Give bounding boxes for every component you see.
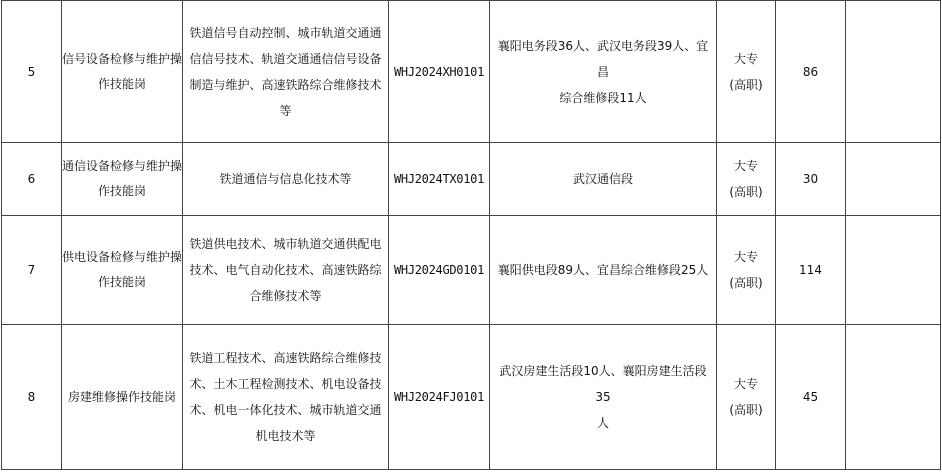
major-line: 信信号技术、轨道交通通信信号设备 [189, 51, 382, 66]
education-level [717, 325, 776, 470]
row-index: 7 [2, 216, 62, 325]
hire-count: 45 [776, 325, 846, 470]
work-unit [490, 1, 717, 143]
post-line: 房建维修操作技能岗 [67, 389, 176, 404]
major-line: 铁道信号自动控制、城市轨道交通通 [189, 25, 382, 40]
post-line: 通信设备检修与维护操 [62, 159, 183, 173]
remarks-cell [846, 143, 941, 216]
unit-line: 襄阳供电段89人、宜昌综合维修段25人 [497, 263, 709, 277]
row-index: 5 [2, 1, 62, 143]
remarks-cell [846, 325, 941, 470]
table-row [2, 1, 941, 143]
major-line: 铁道工程技术、高速铁路综合维修技 [189, 351, 382, 365]
hire-count: 30 [776, 143, 846, 216]
work-unit [490, 216, 717, 325]
post-name [62, 325, 183, 470]
table-row [2, 216, 941, 325]
major-line: 机电技术等 [255, 429, 316, 443]
hire-count: 86 [776, 1, 846, 143]
major-line: 术、土木工程检测技术、机电设备技 [189, 377, 382, 391]
post-code: WHJ2024FJ0101 [389, 325, 490, 470]
unit-line: 综合维修段11人 [559, 90, 647, 105]
edu-line: (高职) [729, 185, 763, 199]
post-line: 作技能岗 [97, 76, 146, 91]
post-line: 供电设备检修与维护操 [62, 250, 183, 264]
row-index: 8 [2, 325, 62, 470]
major-line: 铁道供电技术、城市轨道交通供配电 [189, 237, 382, 251]
major-line: 合维修技术等 [249, 289, 322, 303]
major-requirement [183, 143, 389, 216]
unit-line: 武汉房建生活段10人、襄阳房建生活段35 [499, 364, 707, 404]
edu-line: 大专 [733, 159, 758, 173]
edu-line: (高职) [729, 77, 763, 92]
edu-line: 大专 [733, 51, 758, 66]
major-line: 铁道通信与信息化技术等 [219, 172, 352, 186]
post-name [62, 143, 183, 216]
table-row [2, 325, 941, 470]
edu-line: 大专 [733, 250, 758, 264]
major-line: 制造与维护、高速铁路综合维修技术 [189, 77, 382, 92]
hire-count: 114 [776, 216, 846, 325]
edu-line: (高职) [729, 276, 763, 290]
post-name [62, 1, 183, 143]
table-row [2, 143, 941, 216]
post-name [62, 216, 183, 325]
post-code: WHJ2024XH0101 [389, 1, 490, 143]
unit-line: 人 [596, 416, 609, 430]
major-line: 等 [279, 103, 292, 118]
edu-line: (高职) [729, 403, 763, 417]
major-line: 术、机电一体化技术、城市轨道交通 [189, 403, 382, 417]
major-line: 技术、电气自动化技术、高速铁路综 [189, 263, 382, 277]
post-line: 作技能岗 [97, 275, 146, 289]
work-unit [490, 325, 717, 470]
remarks-cell [846, 216, 941, 325]
education-level [717, 143, 776, 216]
post-line: 作技能岗 [97, 184, 146, 198]
education-level [717, 216, 776, 325]
edu-line: 大专 [733, 377, 758, 391]
major-requirement [183, 325, 389, 470]
post-line: 信号设备检修与维护操 [62, 51, 183, 66]
education-level [717, 1, 776, 143]
unit-line: 襄阳电务段36人、武汉电务段39人、宜昌 [497, 38, 709, 79]
major-requirement [183, 216, 389, 325]
post-code: WHJ2024GD0101 [389, 216, 490, 325]
major-requirement [183, 1, 389, 143]
remarks-cell [846, 1, 941, 143]
row-index: 6 [2, 143, 62, 216]
post-code: WHJ2024TX0101 [389, 143, 490, 216]
unit-line: 武汉通信段 [572, 172, 633, 186]
recruitment-table [1, 0, 941, 470]
work-unit [490, 143, 717, 216]
